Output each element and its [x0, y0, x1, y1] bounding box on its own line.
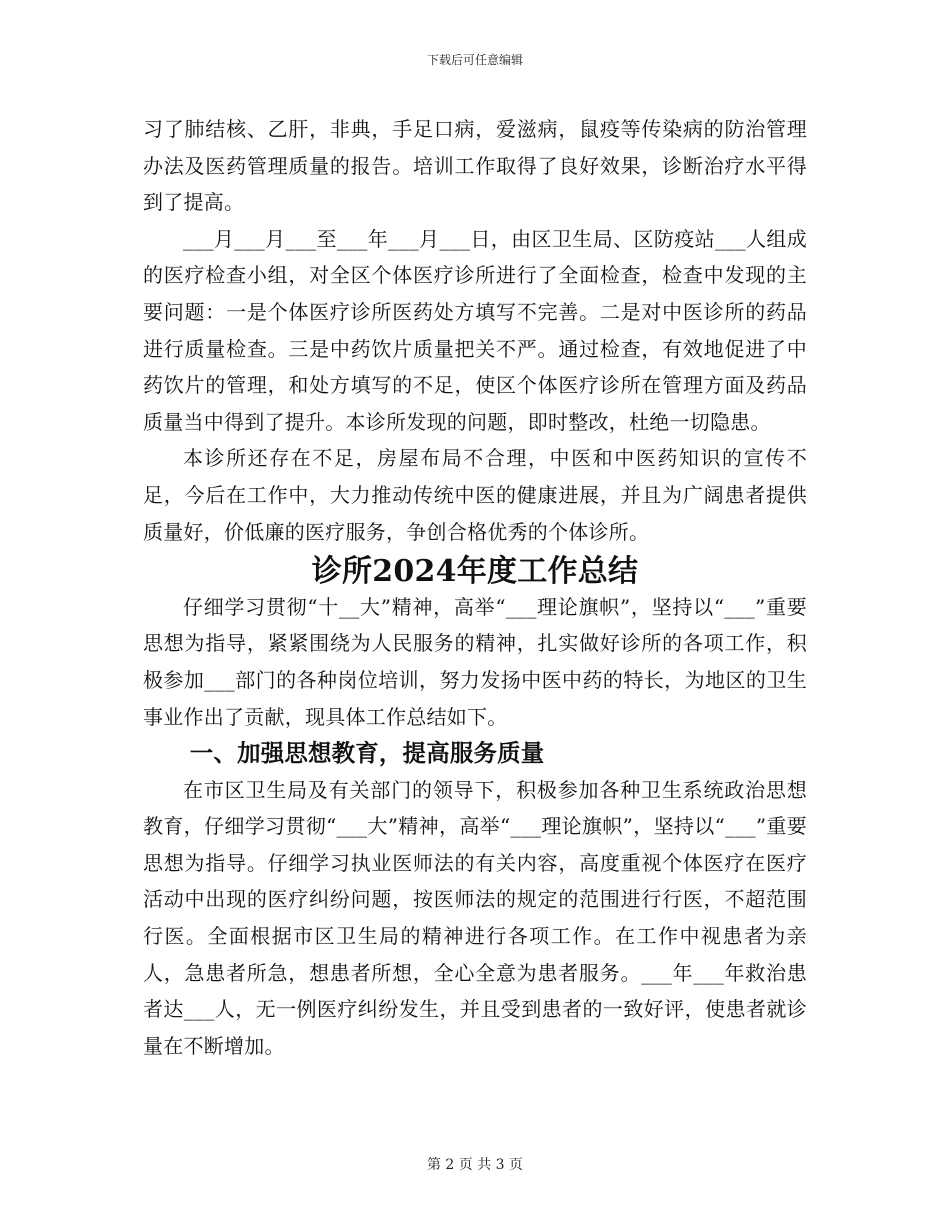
paragraph-shortcomings: 本诊所还存在不足，房屋布局不合理，中医和中医药知识的宣传不足，今后在工作中，大力推动传统中医的健康进展，并且为广阔患者提供质量好，价低廉的医疗服务，争创合格优秀的个体诊所。: [143, 446, 807, 544]
paragraph-continued: 习了肺结核、乙肝，非典，手足口病，爱滋病，鼠疫等传染病的防治管理办法及医药管理质量的报告。培训工作取得了良好效果，诊断治疗水平得到了提高。: [143, 117, 807, 215]
paragraph-introduction: 仔细学习贯彻“十__大”精神，高举“___理论旗帜”，坚持以“___”重要思想为指导，紧紧围绕为人民服务的精神，扎实做好诊所的各项工作，积极参加___部门的各种岗位培训，努力发扬中医中药的特长，为地区的卫生事业作出了贡献，现具体工作总结如下。: [143, 594, 807, 729]
section-title: 诊所2024年度工作总结: [311, 554, 639, 590]
document-body: [143, 111, 807, 1064]
page-footer: 第 2 页 共 3 页: [426, 1157, 524, 1173]
paragraph-inspection: ___月___月___至___年___月___日，由区卫生局、区防疫站___人组成的医疗检查小组，对全区个体医疗诊所进行了全面检查，检查中发现的主要问题：一是个体医疗诊所医药处方填写不完善。二是对中医诊所的药品进行质量检查。三是中药饮片质量把关不严。通过检查，有效地促进了中药饮片的管理，和处方填写的不足，使区个体医疗诊所在管理方面及药品质量当中得到了提升。本诊所发现的问题，即时整改，杜绝一切隐患。: [143, 226, 807, 434]
subheading-education: 一、加强思想教育，提高服务质量: [189, 739, 545, 768]
page-header: 下载后可任意编辑: [426, 53, 523, 67]
paragraph-education: 在市区卫生局及有关部门的领导下，积极参加各种卫生系统政治思想教育，仔细学习贯彻“___大”精神，高举“___理论旗帜”，坚持以“___”重要思想为指导。仔细学习执业医师法的有关内容，高度重视个体医疗在医疗活动中出现的医疗纠纷问题，按医师法的规定的范围进行行医，不超范围行医。全面根据市区卫生局的精神进行各项工作。在工作中视患者为亲人，急患者所急，想患者所想，全心全意为患者服务。___年___年救治患者达___人，无一例医疗纠纷发生，并且受到患者的一致好评，使患者就诊量在不断增加。: [143, 777, 807, 1058]
